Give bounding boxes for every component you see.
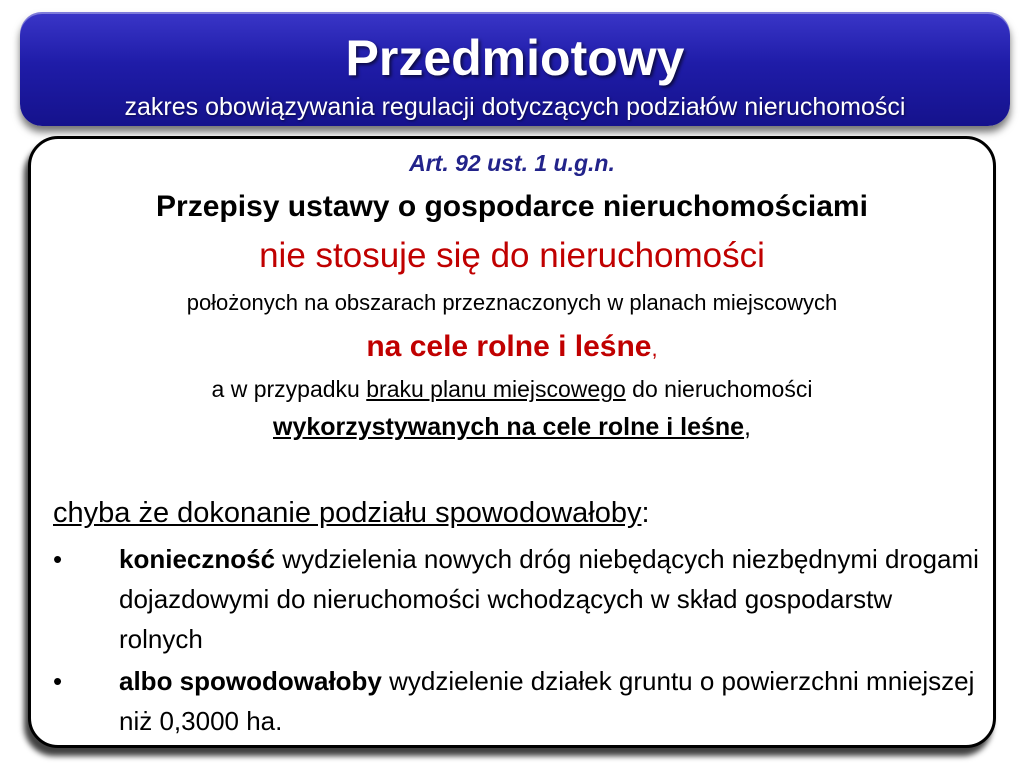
bullet-text: wydzielenie działek gruntu o powierzchni mniejszej niż 0,3000 ha.: [119, 666, 975, 736]
exclusion-line: nie stosuje się do nieruchomości: [259, 236, 765, 275]
absence-plan-line: [31, 374, 993, 404]
bullet-icon: •: [53, 666, 63, 696]
purpose-red: na cele rolne i leśne: [366, 330, 652, 363]
list-item: [53, 661, 983, 741]
purpose-line: [31, 329, 993, 367]
bullet-icon: •: [53, 544, 63, 574]
purpose-comma: ,: [651, 336, 658, 361]
exception-heading: [53, 495, 993, 531]
list-item: [53, 539, 983, 659]
bullet-bold: konieczność: [119, 544, 276, 574]
absence-underlined: braku planu miejscowego: [366, 376, 626, 402]
bullet-bold: albo spowodowałoby: [119, 666, 382, 696]
usage-comma: ,: [744, 413, 751, 441]
content-card: [28, 136, 996, 748]
usage-line: [31, 411, 993, 443]
slide-subtitle: zakres obowiązywania regulacji dotyczących podziałów nieruchomości: [124, 93, 906, 121]
title-banner: [20, 12, 1010, 126]
exception-colon: :: [641, 497, 650, 529]
usage-bold: wykorzystywanych na cele rolne i leśne: [273, 413, 745, 441]
exception-text: chyba że dokonanie podziału spowodowałoby: [53, 497, 642, 529]
bullet-text: wydzielenia nowych dróg niebędących niezbędnymi drogami dojazdowymi do nieruchomości wchodzących w skład gospodarstw rolnych: [119, 544, 979, 654]
location-line: położonych na obszarach przeznaczonych w planach miejscowych: [186, 290, 838, 315]
statute-line: Przepisy ustawy o gospodarce nieruchomościami: [156, 190, 868, 223]
article-reference: Art. 92 ust. 1 u.g.n.: [409, 150, 615, 176]
absence-pre: a w przypadku: [211, 376, 367, 402]
slide-title: Przedmiotowy: [345, 30, 685, 86]
absence-post: do nieruchomości: [625, 376, 813, 402]
